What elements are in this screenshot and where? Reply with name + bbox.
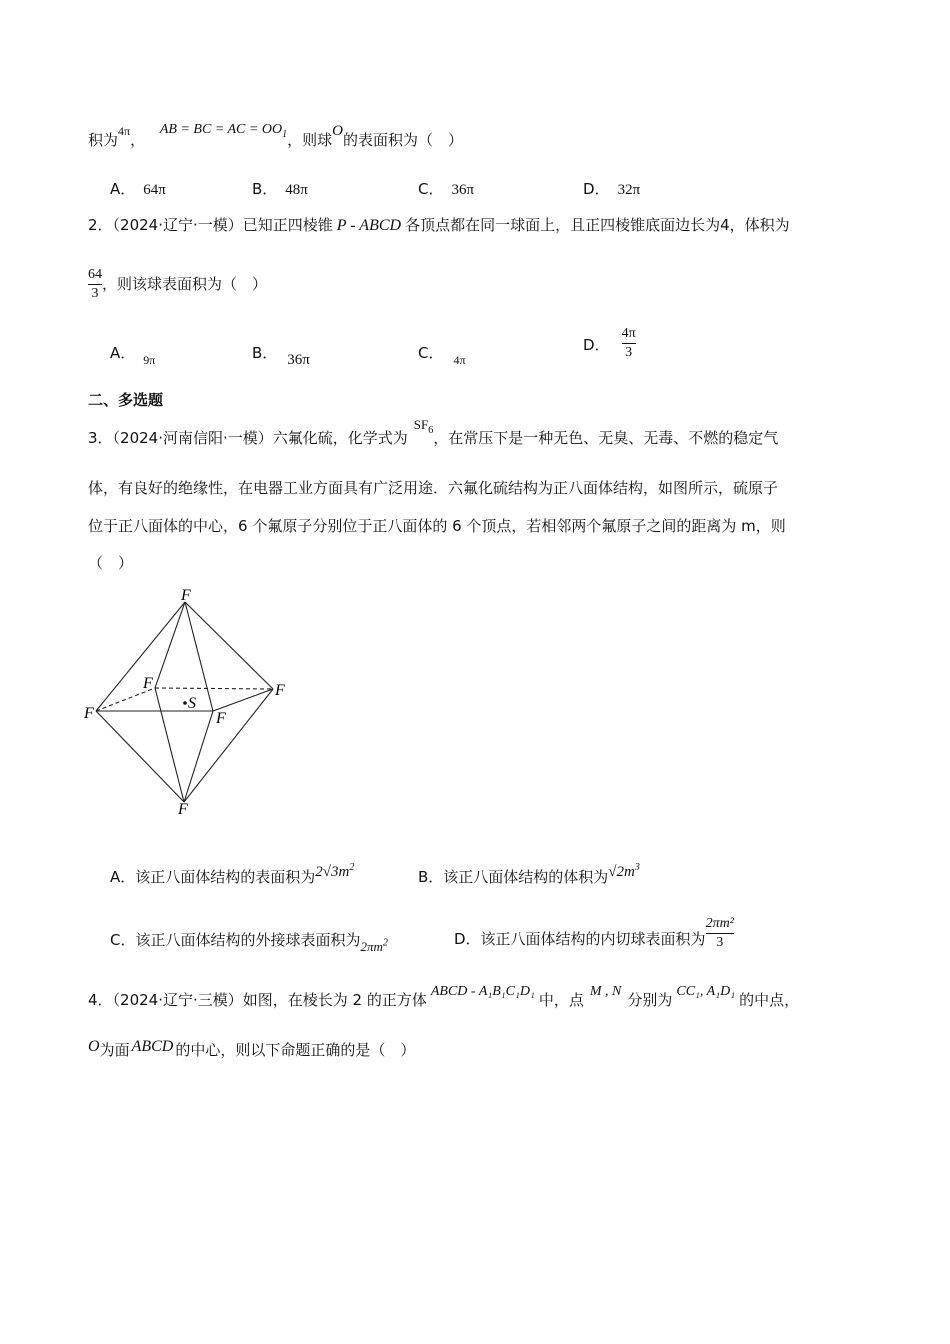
q3-stem: 3．（2024·河南信阳·一模）六氟化硫，化学式为$SF^6$，在常压下是一种无色、无臭、无毒、不燃的稳定气 (88, 417, 779, 447)
q3-line-3: 位于正八面体的中心，6 个氟原子分别位于正八面体的 6 个顶点，若相邻两个氟原子之间的距离为 m，则 (88, 517, 786, 535)
section-multi-choice: 二、多选题 (88, 391, 164, 409)
vertex-label-front: F (216, 710, 226, 727)
q3-option-b[interactable]: B．该正八面体结构的体积为$√2m^3$ (418, 862, 640, 886)
vertex-label-right: F (275, 682, 285, 699)
center-label: S (188, 695, 196, 712)
q1-ball: O (332, 123, 343, 139)
q1-volume: 4π (118, 124, 131, 138)
q1-option-a[interactable]: A． 64π (110, 180, 166, 198)
vertex-label-top: F (181, 587, 191, 604)
q4-face: ABCD (131, 1038, 174, 1055)
vertex-label-bottom: F (178, 801, 188, 818)
q3-line-4: （ ） (88, 554, 134, 572)
q4-points: M , N (589, 984, 622, 999)
q1-stem: 积为$^{4\pi}$， AB = BC = AC = $OO_1$，则球O的表面积为（ ） (88, 122, 463, 149)
q3-option-d[interactable]: D．该正八面体结构的内切球表面积为 $\frac{\text{2πm²}}{3}$ (454, 916, 734, 950)
vertex-label-left: F (84, 705, 94, 722)
q2-option-b[interactable]: B． 36π (252, 344, 310, 368)
q2-option-c[interactable]: C． $_{4\pi}$ (418, 344, 466, 367)
q4-stem-2: O为面 ABCD 的中心，则以下命题正确的是（ ） (88, 1038, 416, 1059)
q1-option-d[interactable]: D． 32π (583, 180, 641, 198)
q1-option-b[interactable]: B． 48π (252, 180, 308, 198)
q3-option-c[interactable]: C．该正八面体结构的外接球表面积为$2\pi m^2$ (110, 931, 388, 954)
q1-condition: AB = BC = AC = $OO_1$ (159, 122, 288, 140)
q4-segments: CC₁, A₁D₁ (676, 984, 736, 999)
q3-line-2: 体，有良好的绝缘性，在电器工业方面具有广泛用途．六氟化硫结构为正八面体结构，如图所示，硫原子 (88, 479, 779, 497)
q4-stem: 4．（2024·辽宁·三模）如图，在棱长为 2 的正方体 ABCD - A₁B₁C₁D₁ 中，点 M , N 分别为 CC₁, A₁D₁ 的中点， (88, 984, 800, 1009)
vertex-label-back: F (143, 675, 153, 692)
q2-pyramid: P - ABCD (336, 217, 402, 234)
q2-option-a[interactable]: A． $_{9\pi}$ (110, 344, 156, 367)
q2-option-d[interactable]: D． $\frac{4\pi}{3}$ (583, 326, 636, 360)
q4-cube: ABCD - A₁B₁C₁D₁ (430, 984, 535, 999)
q3-formula: SF (413, 417, 429, 432)
q4-center: O (88, 1038, 100, 1055)
q2-stem: 2．（2024·辽宁·一模）已知正四棱锥 P - ABCD 各顶点都在同一球面上，且正四棱锥底面边长为4，体积为 (88, 216, 790, 234)
octahedron-figure (80, 584, 300, 824)
q2-stem-2: $\frac{64}{3}$ ，则该球表面积为（ ） (88, 267, 268, 301)
q3-option-a[interactable]: A．该正八面体结构的表面积为$2√3m^2$ (110, 862, 355, 886)
q2-volume-fraction: $\frac{64}{3}$ (88, 267, 102, 301)
q1-option-c[interactable]: C． 36π (418, 180, 475, 198)
